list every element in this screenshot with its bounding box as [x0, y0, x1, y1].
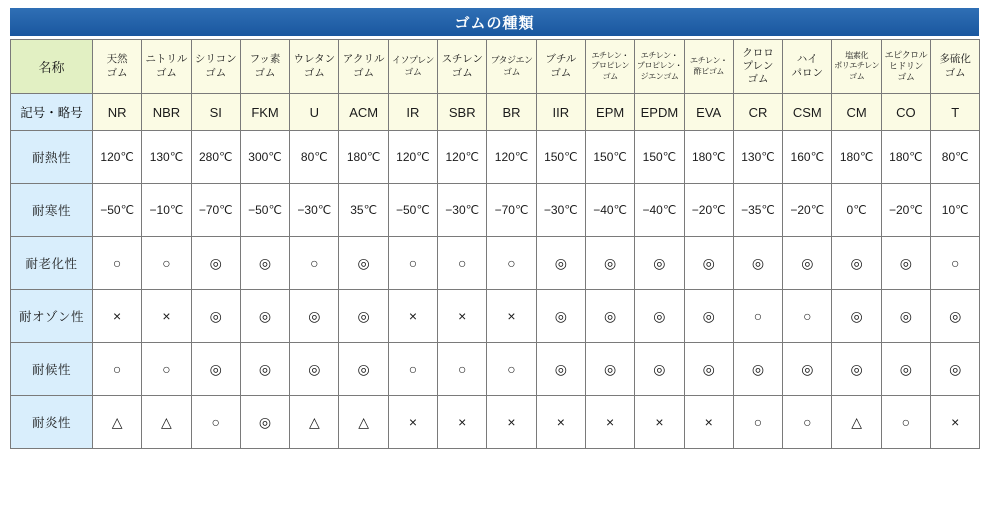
- row-label-heat-resistance: 耐熱性: [11, 131, 93, 184]
- data-cell: ◎: [290, 343, 339, 396]
- data-cell: ◎: [290, 290, 339, 343]
- column-header-eva: [684, 40, 733, 94]
- header-line: 多硫化: [939, 53, 971, 66]
- data-cell: ◎: [585, 290, 634, 343]
- data-cell: 150℃: [585, 131, 634, 184]
- header-line: ゴム: [106, 66, 128, 79]
- symbol-cell: CSM: [783, 94, 832, 131]
- header-line: エピクロル: [884, 49, 928, 60]
- data-cell: ◎: [536, 290, 585, 343]
- data-cell: ○: [142, 237, 191, 290]
- header-line: スチレン: [441, 53, 483, 66]
- header-line: ゴム: [849, 71, 865, 81]
- data-cell: −10℃: [142, 184, 191, 237]
- symbol-cell: EPDM: [635, 94, 684, 131]
- data-cell: ◎: [832, 343, 881, 396]
- header-line: プロピレン・: [636, 61, 683, 71]
- row-label-aging-resistance: 耐老化性: [11, 237, 93, 290]
- data-cell: ○: [783, 396, 832, 449]
- data-cell: △: [290, 396, 339, 449]
- data-cell: ◎: [881, 343, 930, 396]
- data-cell: −20℃: [783, 184, 832, 237]
- data-cell: −50℃: [240, 184, 289, 237]
- data-cell: 150℃: [635, 131, 684, 184]
- data-cell: −20℃: [684, 184, 733, 237]
- data-cell: 10℃: [931, 184, 980, 237]
- symbol-cell: IR: [388, 94, 437, 131]
- data-cell: ◎: [832, 237, 881, 290]
- data-cell: ◎: [191, 343, 240, 396]
- data-cell: ×: [635, 396, 684, 449]
- column-header-u: [290, 40, 339, 94]
- symbol-cell: FKM: [240, 94, 289, 131]
- data-cell: 160℃: [783, 131, 832, 184]
- column-header-t: [931, 40, 980, 94]
- data-cell: ○: [733, 396, 782, 449]
- data-cell: −50℃: [93, 184, 142, 237]
- data-cell: ◎: [585, 343, 634, 396]
- table-row: [11, 343, 980, 396]
- header-line: 天然: [106, 53, 128, 66]
- header-line: ゴム: [155, 66, 177, 79]
- header-line: ジエンゴム: [640, 71, 679, 81]
- data-cell: △: [93, 396, 142, 449]
- data-cell: ◎: [931, 343, 980, 396]
- data-cell: −30℃: [536, 184, 585, 237]
- header-line: ニトリル: [145, 53, 188, 66]
- data-cell: ×: [684, 396, 733, 449]
- data-cell: ◎: [931, 290, 980, 343]
- data-cell: ◎: [733, 343, 782, 396]
- header-line: エチレン・: [640, 51, 679, 61]
- data-cell: ○: [388, 343, 437, 396]
- data-cell: 80℃: [931, 131, 980, 184]
- row-label-weather-resistance: 耐候性: [11, 343, 93, 396]
- data-cell: ◎: [536, 343, 585, 396]
- header-line: エチレン・: [689, 56, 728, 66]
- column-header-sbr: [438, 40, 487, 94]
- data-cell: 0℃: [832, 184, 881, 237]
- rubber-types-table: [10, 39, 980, 449]
- column-header-cm: [832, 40, 881, 94]
- symbol-cell: CR: [733, 94, 782, 131]
- data-cell: 120℃: [487, 131, 536, 184]
- header-line: ブタジエン: [490, 55, 533, 66]
- column-header-br: [487, 40, 536, 94]
- data-cell: −30℃: [438, 184, 487, 237]
- row-label-cold-resistance: 耐寒性: [11, 184, 93, 237]
- column-header-fkm: [240, 40, 289, 94]
- table-row: [11, 396, 980, 449]
- column-header-csm: [783, 40, 832, 94]
- data-cell: ○: [881, 396, 930, 449]
- column-header-epm: [585, 40, 634, 94]
- header-line: ゴム: [404, 66, 422, 77]
- data-cell: ◎: [240, 343, 289, 396]
- symbol-cell: NBR: [142, 94, 191, 131]
- symbol-cell: ACM: [339, 94, 388, 131]
- row-label-symbol: 記号・略号: [11, 94, 93, 131]
- header-line: シリコン: [194, 53, 237, 66]
- data-cell: ◎: [832, 290, 881, 343]
- data-cell: ◎: [240, 290, 289, 343]
- data-cell: ◎: [733, 237, 782, 290]
- data-cell: ○: [438, 237, 487, 290]
- header-line: クロロ: [742, 46, 774, 59]
- data-cell: ○: [783, 290, 832, 343]
- data-cell: 280℃: [191, 131, 240, 184]
- data-cell: −35℃: [733, 184, 782, 237]
- header-line: ゴム: [747, 73, 769, 86]
- data-cell: △: [339, 396, 388, 449]
- column-header-nbr: [142, 40, 191, 94]
- data-cell: 80℃: [290, 131, 339, 184]
- symbol-cell: EVA: [684, 94, 733, 131]
- data-cell: ◎: [635, 290, 684, 343]
- data-cell: ○: [388, 237, 437, 290]
- data-cell: ◎: [684, 237, 733, 290]
- data-cell: 120℃: [388, 131, 437, 184]
- data-cell: ○: [142, 343, 191, 396]
- symbol-cell: SI: [191, 94, 240, 131]
- data-cell: ○: [290, 237, 339, 290]
- data-cell: ○: [733, 290, 782, 343]
- data-cell: 120℃: [438, 131, 487, 184]
- symbol-cell: T: [931, 94, 980, 131]
- column-header-ir: [388, 40, 437, 94]
- column-header-acm: [339, 40, 388, 94]
- corner-cell: 名称: [11, 40, 93, 94]
- data-cell: 130℃: [142, 131, 191, 184]
- data-cell: ◎: [881, 290, 930, 343]
- data-cell: ◎: [684, 290, 733, 343]
- data-cell: 300℃: [240, 131, 289, 184]
- header-line: ゴム: [944, 66, 966, 79]
- data-cell: ◎: [240, 237, 289, 290]
- table-row: [11, 237, 980, 290]
- header-line: パロン: [791, 66, 824, 79]
- header-line: 酢ビゴム: [693, 66, 724, 76]
- data-cell: −40℃: [585, 184, 634, 237]
- symbol-cell: CM: [832, 94, 881, 131]
- data-cell: ○: [93, 237, 142, 290]
- header-line: ブチル: [545, 53, 577, 66]
- data-cell: ◎: [783, 343, 832, 396]
- header-line: ウレタン: [293, 53, 336, 66]
- table-symbol-row: [11, 94, 980, 131]
- header-line: ゴム: [550, 66, 572, 79]
- column-header-co: [881, 40, 930, 94]
- data-cell: 180℃: [832, 131, 881, 184]
- data-cell: 120℃: [93, 131, 142, 184]
- row-label-flame-resistance: 耐炎性: [11, 396, 93, 449]
- header-line: ゴム: [303, 66, 325, 79]
- page-title: ゴムの種類: [10, 8, 979, 36]
- column-header-si: [191, 40, 240, 94]
- data-cell: ◎: [881, 237, 930, 290]
- header-line: ゴム: [254, 66, 276, 79]
- data-cell: ◎: [536, 237, 585, 290]
- table-header-row: [11, 40, 980, 94]
- header-line: ゴム: [602, 71, 618, 81]
- data-cell: ◎: [339, 290, 388, 343]
- table-row: [11, 131, 980, 184]
- header-line: イソプレン: [391, 55, 434, 66]
- data-cell: ×: [388, 290, 437, 343]
- column-header-cr: [733, 40, 782, 94]
- data-cell: ×: [438, 396, 487, 449]
- header-line: ヒドリン: [888, 60, 923, 71]
- data-cell: 180℃: [881, 131, 930, 184]
- data-cell: ◎: [585, 237, 634, 290]
- data-cell: ×: [388, 396, 437, 449]
- symbol-cell: IIR: [536, 94, 585, 131]
- header-line: ポリエチレン: [834, 61, 880, 71]
- data-cell: −20℃: [881, 184, 930, 237]
- data-cell: 150℃: [536, 131, 585, 184]
- data-cell: 130℃: [733, 131, 782, 184]
- data-cell: ○: [93, 343, 142, 396]
- symbol-cell: BR: [487, 94, 536, 131]
- row-label-ozone-resistance: 耐オゾン性: [11, 290, 93, 343]
- symbol-cell: EPM: [585, 94, 634, 131]
- data-cell: ◎: [635, 237, 684, 290]
- column-header-epdm: [635, 40, 684, 94]
- data-cell: ×: [931, 396, 980, 449]
- data-cell: ○: [191, 396, 240, 449]
- header-line: アクリル: [342, 53, 385, 66]
- header-line: ゴム: [451, 66, 473, 79]
- table-row: [11, 290, 980, 343]
- data-cell: −70℃: [487, 184, 536, 237]
- symbol-cell: NR: [93, 94, 142, 131]
- header-line: ゴム: [353, 66, 375, 79]
- data-cell: ◎: [339, 237, 388, 290]
- header-line: 塩素化: [845, 51, 868, 61]
- column-header-nr: [93, 40, 142, 94]
- header-line: プロピレン: [591, 61, 629, 71]
- data-cell: ×: [438, 290, 487, 343]
- header-line: ゴム: [205, 66, 227, 79]
- data-cell: −30℃: [290, 184, 339, 237]
- data-cell: ◎: [339, 343, 388, 396]
- data-cell: ×: [487, 290, 536, 343]
- data-cell: 35℃: [339, 184, 388, 237]
- header-line: プレン: [742, 59, 774, 72]
- symbol-cell: U: [290, 94, 339, 131]
- data-cell: ×: [585, 396, 634, 449]
- data-cell: −40℃: [635, 184, 684, 237]
- header-line: ゴム: [897, 72, 915, 83]
- data-cell: △: [142, 396, 191, 449]
- data-cell: ◎: [783, 237, 832, 290]
- data-cell: ×: [487, 396, 536, 449]
- data-cell: ◎: [684, 343, 733, 396]
- symbol-cell: CO: [881, 94, 930, 131]
- data-cell: ○: [931, 237, 980, 290]
- data-cell: ×: [93, 290, 142, 343]
- data-cell: ◎: [635, 343, 684, 396]
- data-cell: ×: [536, 396, 585, 449]
- data-cell: −70℃: [191, 184, 240, 237]
- data-cell: 180℃: [684, 131, 733, 184]
- column-header-iir: [536, 40, 585, 94]
- data-cell: 180℃: [339, 131, 388, 184]
- data-cell: ○: [487, 343, 536, 396]
- table-row: [11, 184, 980, 237]
- header-line: エチレン・: [591, 51, 629, 61]
- data-cell: ◎: [240, 396, 289, 449]
- data-cell: ×: [142, 290, 191, 343]
- symbol-cell: SBR: [438, 94, 487, 131]
- data-cell: ○: [487, 237, 536, 290]
- header-line: ゴム: [503, 66, 521, 77]
- data-cell: −50℃: [388, 184, 437, 237]
- data-cell: ◎: [191, 237, 240, 290]
- header-line: ハイ: [796, 53, 818, 66]
- data-cell: ○: [438, 343, 487, 396]
- data-cell: △: [832, 396, 881, 449]
- header-line: フッ素: [249, 53, 281, 66]
- data-cell: ◎: [191, 290, 240, 343]
